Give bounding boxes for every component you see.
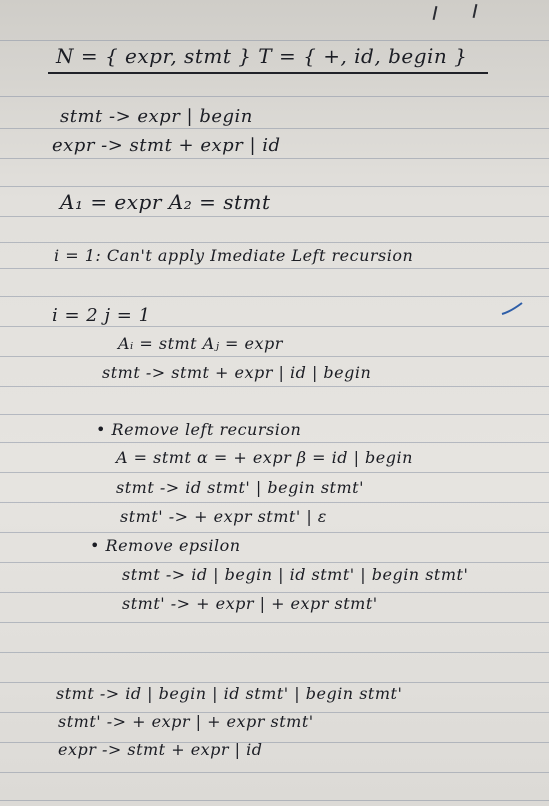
rule-stmt-prime-def: stmt' -> + expr stmt' | ε	[120, 507, 327, 526]
blue-pen-mark	[500, 300, 524, 318]
substitution-vars: Aᵢ = stmt Aⱼ = expr	[118, 334, 283, 353]
rule-line	[0, 158, 549, 159]
substituted-rule: stmt -> stmt + expr | id | begin	[102, 363, 372, 382]
step-i2-header: i = 2 j = 1	[52, 305, 151, 326]
rule-line	[0, 96, 549, 97]
rule-line	[0, 622, 549, 623]
rule-line	[0, 502, 549, 503]
rule-stmt-prime: stmt -> id stmt' | begin stmt'	[116, 478, 364, 497]
rule-line	[0, 442, 549, 443]
rule-line	[0, 472, 549, 473]
final-rule-stmt: stmt -> id | begin | id stmt' | begin stmt'	[56, 684, 403, 703]
rule-line	[0, 386, 549, 387]
epsilon-free-stmt-prime: stmt' -> + expr | + expr stmt'	[122, 594, 378, 613]
rule-line	[0, 800, 549, 801]
rule-line	[0, 128, 549, 129]
rule-line	[0, 40, 549, 41]
final-rule-expr: expr -> stmt + expr | id	[58, 740, 263, 759]
rule-line	[0, 186, 549, 187]
rule-line	[0, 532, 549, 533]
rule-line	[0, 268, 549, 269]
stray-mark	[473, 4, 478, 18]
remove-left-recursion-heading: • Remove left recursion	[96, 420, 302, 439]
rule-line	[0, 562, 549, 563]
grammar-rule-stmt: stmt -> expr | begin	[60, 106, 253, 127]
alpha-beta-definition: A = stmt α = + expr β = id | begin	[116, 448, 413, 467]
rule-line	[0, 414, 549, 415]
epsilon-free-stmt: stmt -> id | begin | id stmt' | begin stmt'	[122, 565, 469, 584]
rule-line	[0, 326, 549, 327]
rule-line	[0, 296, 549, 297]
remove-epsilon-heading: • Remove epsilon	[90, 536, 241, 555]
step-i1-note: i = 1: Can't apply Imediate Left recursion	[54, 246, 414, 265]
underline	[48, 72, 488, 74]
stray-mark	[433, 6, 438, 20]
rule-line	[0, 242, 549, 243]
ordering-assignment: A₁ = expr A₂ = stmt	[60, 190, 271, 214]
rule-line	[0, 772, 549, 773]
rule-line	[0, 216, 549, 217]
sets-definition: N = { expr, stmt } T = { +, id, begin }	[56, 44, 468, 68]
rule-line	[0, 356, 549, 357]
rule-line	[0, 592, 549, 593]
final-rule-stmt-prime: stmt' -> + expr | + expr stmt'	[58, 712, 314, 731]
rule-line	[0, 682, 549, 683]
rule-line	[0, 652, 549, 653]
grammar-rule-expr: expr -> stmt + expr | id	[52, 135, 281, 156]
